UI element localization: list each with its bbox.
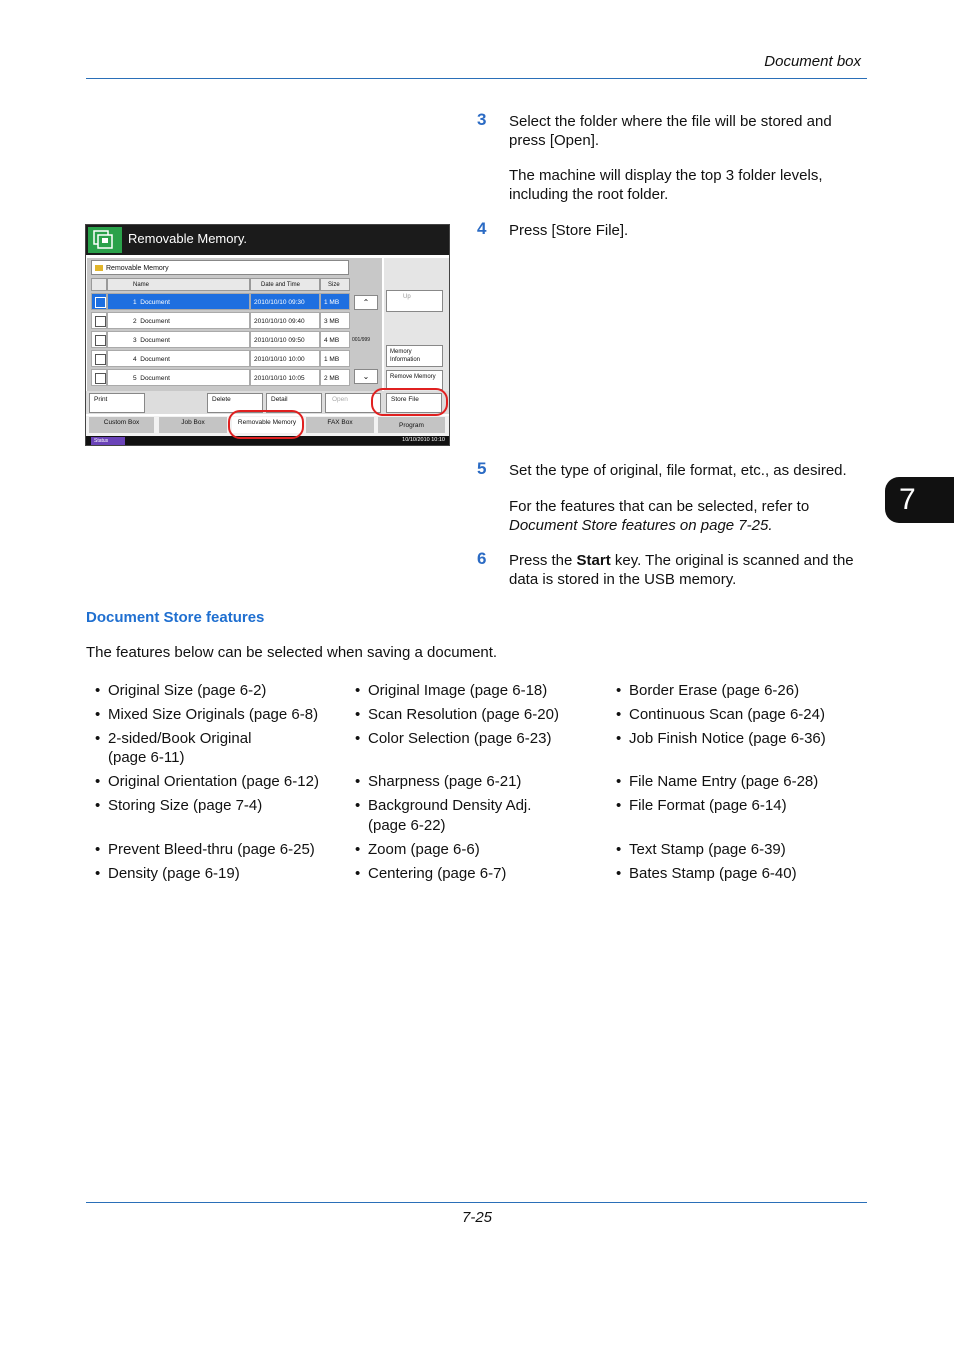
header-rule: [86, 78, 867, 79]
row-number: 2: [133, 318, 137, 325]
select-all-checkbox[interactable]: [91, 278, 107, 291]
row-checkbox[interactable]: [91, 331, 107, 348]
row-checkbox[interactable]: [91, 312, 107, 329]
cross-reference-link[interactable]: Document Store features on page 7-25.: [509, 517, 773, 534]
store-file-highlight: [371, 388, 448, 416]
removable-memory-highlight: [228, 410, 304, 439]
row-date: 2010/10/10 09:40: [250, 312, 320, 329]
row-name: [107, 331, 250, 348]
tab-custom-box[interactable]: Custom Box: [89, 417, 154, 433]
row-size: 4 MB: [320, 331, 350, 348]
row-date: 2010/10/10 09:30: [250, 293, 320, 310]
row-number: 5: [133, 375, 137, 382]
row-doc-name: Document: [140, 337, 170, 344]
step-text: Set the type of original, file format, etc., as desired.: [509, 462, 847, 479]
section-title: Document Store features: [86, 609, 265, 626]
folder-icon: [95, 265, 103, 271]
row-number: 1: [133, 299, 137, 306]
up-button[interactable]: [386, 290, 443, 312]
row-size: 1 MB: [320, 293, 350, 310]
memory-information-button[interactable]: Memory Information: [386, 345, 443, 367]
column-header-name[interactable]: Name: [107, 278, 250, 291]
tab-removable-memory[interactable]: Removable Memory: [232, 417, 302, 433]
detail-button[interactable]: Detail: [266, 393, 322, 413]
pager: [351, 258, 381, 391]
step-text-part: key. The original is scanned and the data is stored in the USB memory.: [509, 552, 854, 588]
tab-fax-box[interactable]: FAX Box: [306, 417, 374, 433]
step-number: 4: [477, 219, 487, 238]
row-name: [107, 293, 250, 310]
chapter-tab: 7: [885, 477, 954, 523]
row-name: [107, 312, 250, 329]
column-header-size[interactable]: Size: [320, 278, 350, 291]
row-doc-name: Document: [140, 299, 170, 306]
store-file-button[interactable]: Store File: [386, 393, 442, 413]
row-size: 1 MB: [320, 350, 350, 367]
status-button[interactable]: Status: [91, 437, 125, 445]
page-number: 7-25: [462, 1209, 493, 1226]
running-header: Document box: [764, 53, 861, 70]
file-list-panel: [87, 258, 382, 391]
remove-memory-button[interactable]: Remove Memory: [386, 370, 443, 390]
column-header-date[interactable]: Date and Time: [250, 278, 320, 291]
step-note-text: For the features that can be selected, refer to: [509, 498, 810, 515]
step-note: The machine will display the top 3 folder levels, including the root folder.: [509, 167, 823, 203]
step-text: Press [Store File].: [509, 222, 629, 239]
row-date: 2010/10/10 10:00: [250, 350, 320, 367]
row-size: 2 MB: [320, 369, 350, 386]
step-number: 3: [477, 110, 487, 129]
row-checkbox[interactable]: [91, 350, 107, 367]
folder-path: [91, 260, 349, 275]
step-text-part: Press the: [509, 552, 577, 569]
row-name: [107, 350, 250, 367]
row-number: 4: [133, 356, 137, 363]
step-text: [509, 551, 869, 589]
step-number: 6: [477, 549, 487, 568]
row-doc-name: Document: [140, 375, 170, 382]
row-doc-name: Document: [140, 356, 170, 363]
clock: 10/10/2010 10:10: [402, 437, 445, 443]
row-doc-name: Document: [140, 318, 170, 325]
section-intro: The features below can be selected when saving a document.: [86, 644, 498, 661]
step-number: 5: [477, 459, 487, 478]
footer-rule: [86, 1202, 867, 1203]
row-checkbox[interactable]: [91, 293, 107, 310]
right-button-panel: [384, 258, 449, 391]
scroll-down-button[interactable]: ⌄: [354, 369, 378, 384]
row-checkbox[interactable]: [91, 369, 107, 386]
row-date: 2010/10/10 09:50: [250, 331, 320, 348]
folder-path-label: Removable Memory: [106, 265, 169, 272]
start-key-label: Start: [576, 552, 611, 569]
row-number: 3: [133, 337, 137, 344]
removable-memory-icon: [88, 227, 122, 253]
step-text: Select the folder where the file will be stored and press [Open].: [509, 113, 832, 149]
delete-button[interactable]: Delete: [207, 393, 263, 413]
page-counter: 001/999: [352, 337, 371, 343]
step-note: [509, 497, 869, 535]
open-button[interactable]: Open: [325, 393, 381, 413]
screen-title-bar: [86, 225, 449, 255]
up-button-label: Up: [403, 294, 411, 300]
tab-job-box[interactable]: Job Box: [159, 417, 227, 433]
row-size: 3 MB: [320, 312, 350, 329]
tab-program[interactable]: Program: [378, 417, 445, 433]
screen-title: Removable Memory.: [128, 231, 247, 246]
row-date: 2010/10/10 10:05: [250, 369, 320, 386]
print-button[interactable]: Print: [89, 393, 145, 413]
scroll-up-button[interactable]: ⌃: [354, 295, 378, 310]
row-name: [107, 369, 250, 386]
